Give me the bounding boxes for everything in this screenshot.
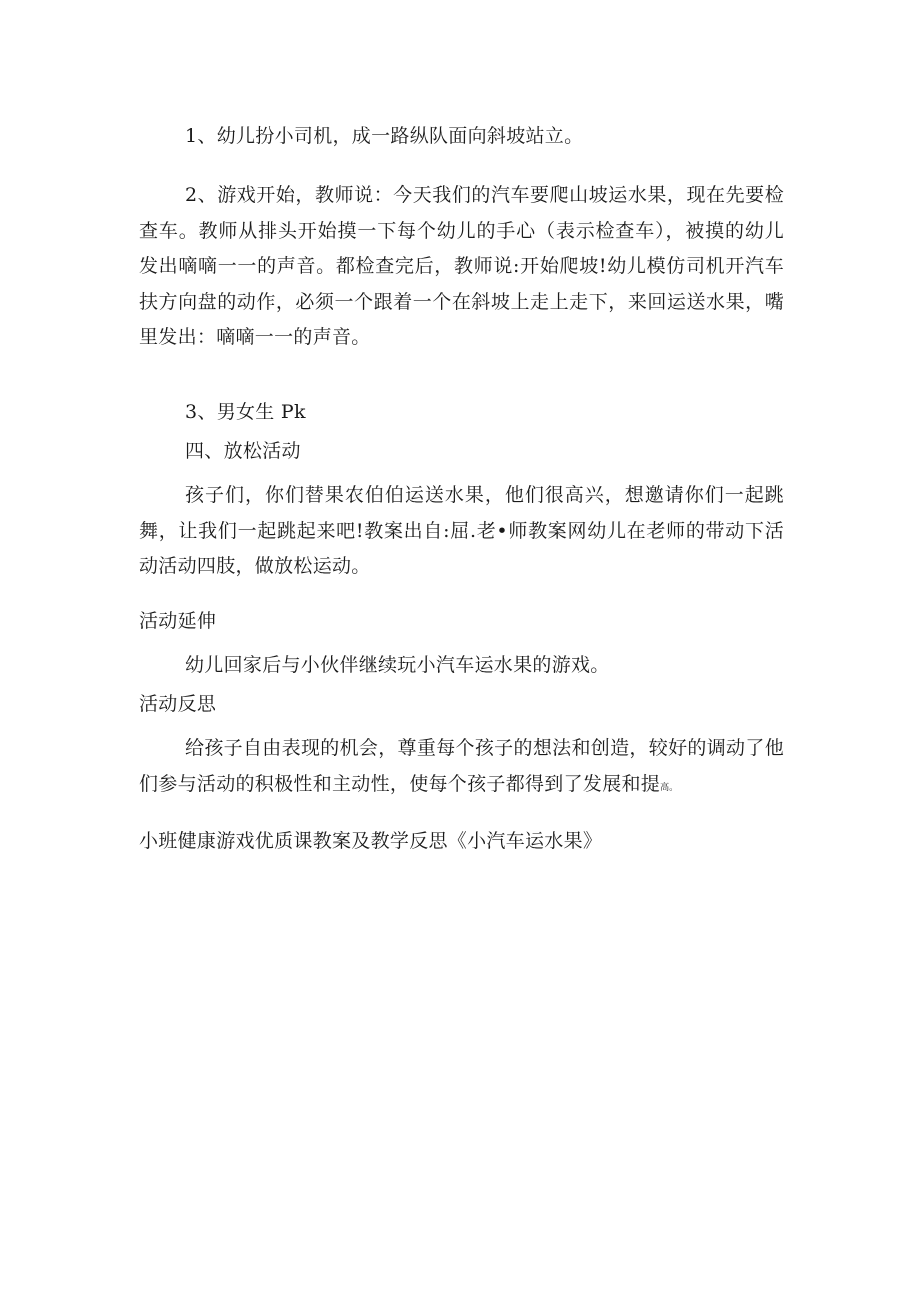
reflection-body-tail: 高。 (660, 782, 679, 793)
step-1-text: 1、幼儿扮小司机，成一路纵队面向斜坡站立。 (185, 125, 584, 147)
section-4-heading: 四、放松活动 (185, 440, 301, 462)
step-3-text: 3、男女生 Pk (185, 401, 306, 423)
reflection-body (139, 731, 784, 806)
step-2-text: 2、游戏开始，教师说：今天我们的汽车要爬山坡运水果，现在先要检查车。教师从排头开始摸一下每个幼儿的手心（表示检查车），被摸的幼儿发出嘀嘀一一的声音。都检查完后，教师说:开始爬坡!幼儿模仿司机开汽车扶方向盘的动作，必须一个跟着一个在斜坡上走上走下，来回运送水果，嘴里发出：嘀嘀一一的声音。 (139, 184, 784, 348)
reflection-heading: 活动反思 (139, 693, 217, 715)
reflection-body-main: 给孩子自由表现的机会，尊重每个孩子的想法和创造，较好的调动了他们参与活动的积极性和主动性，使每个孩子都得到了发展和提 (139, 737, 784, 795)
footer-title: 小班健康游戏优质课教案及教学反思《小汽车运水果》 (139, 830, 603, 852)
reflection-paragraph (139, 731, 784, 806)
section-4-body: 孩子们，你们替果农伯伯运送水果，他们很高兴，想邀请你们一起跳舞，让我们一起跳起来吧!教案出自:屈.老•师教案网幼儿在老师的带动下活动活动四肢，做放松运动。 (139, 484, 784, 577)
step-2-paragraph (139, 178, 784, 356)
extension-body: 幼儿回家后与小伙伴继续玩小汽车运水果的游戏。 (185, 654, 610, 676)
extension-heading: 活动延伸 (139, 610, 217, 632)
section-4-paragraph (139, 478, 784, 585)
